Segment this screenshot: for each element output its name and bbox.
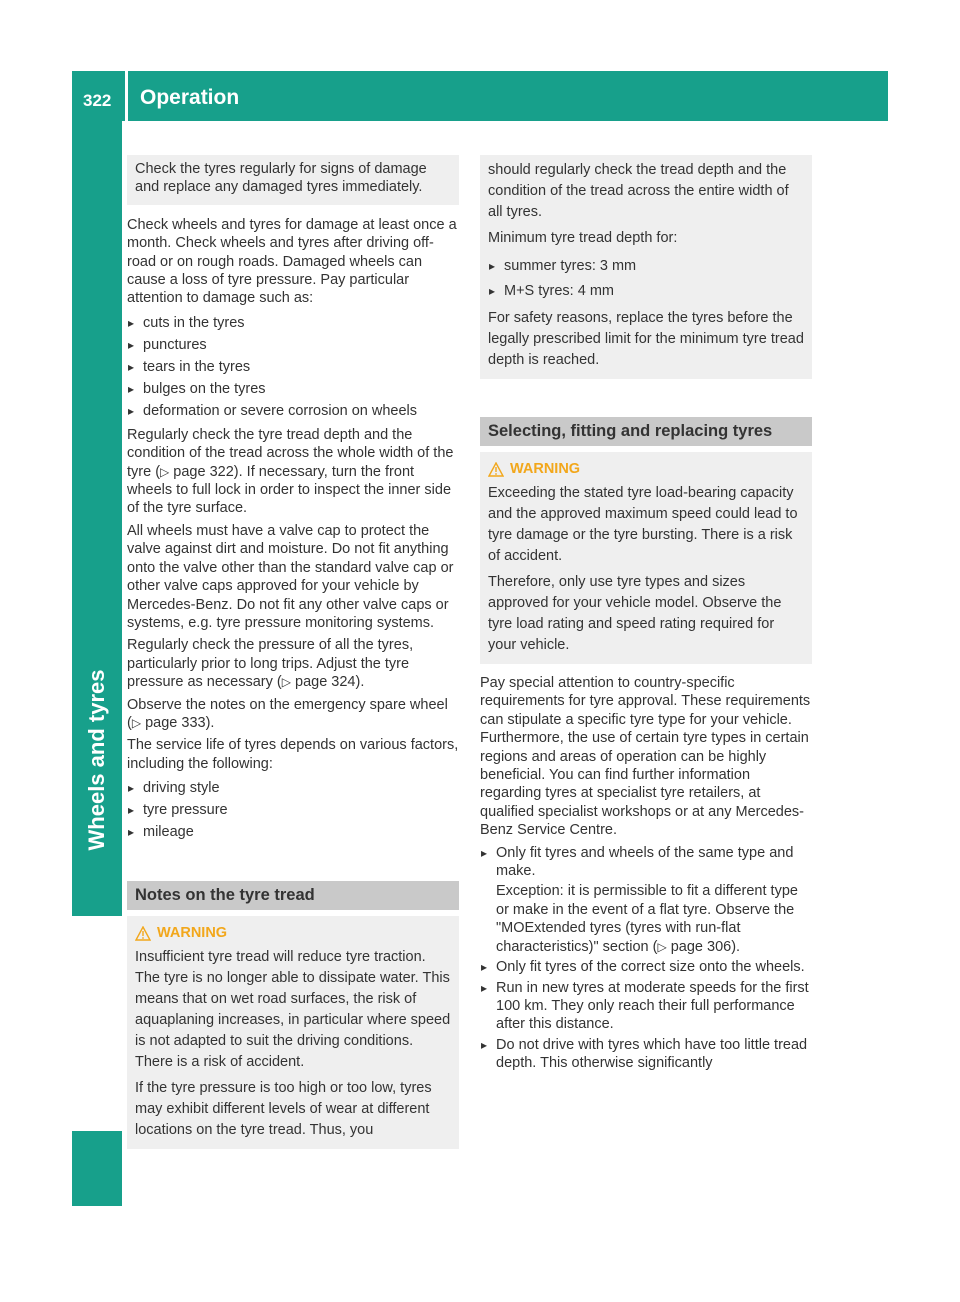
paragraph: The service life of tyres depends on various factors, including the following:: [127, 737, 459, 772]
list-item: ▸ bulges on the tyres: [127, 378, 459, 400]
warning-label: WARNING: [157, 925, 228, 942]
paragraph: Observe the notes on the emergency spare wheel (▷ page 333).: [127, 696, 448, 731]
paragraph: Pay special attention to country-specific requirements for tyre approval. These requirements can stipulate a specific tyre type for your vehicle. Furthermore, the use of certain tyre types in certain regions and areas of operation can be highly beneficial. You can find further information regarding tyres at specialist tyre retailers, at qualified specialist workshops or at any Mercedes-Benz Service Centre.: [480, 675, 811, 839]
list-item: ▸ Run in new tyres at moderate speeds for the first 100 km. They only reach their full performance after this distance.: [480, 979, 812, 1034]
intro-box: [127, 155, 459, 205]
page-number: 322: [83, 91, 112, 110]
damage-list: [127, 312, 459, 422]
intro-text: Check the tyres regularly for signs of damage and replace any damaged tyres immediately.: [135, 161, 427, 196]
list-item: ▸ mileage: [127, 821, 459, 843]
right-column: [480, 155, 812, 1077]
section-heading-tyre-tread: Notes on the tyre tread: [127, 881, 459, 910]
warning-text: Therefore, only use tyre types and sizes approved for your vehicle model. Observe the tyre load rating and speed rating required for your vehicle.: [488, 574, 782, 653]
page-reference-link[interactable]: page 306: [670, 938, 732, 955]
list-item: ▸ Only fit tyres of the correct size onto the wheels.: [480, 958, 812, 976]
section-heading-selecting-tyres: Selecting, fitting and replacing tyres: [480, 417, 812, 446]
list-item: ▸ cuts in the tyres: [127, 312, 459, 334]
list-item-note: Exception: it is permissible to fit a different type or make in the event of a flat tyre. Observe the "MOExtended tyres (tyres with run-flat characteristics)" section (▷ page 306).: [496, 883, 798, 955]
page-reference-link[interactable]: page 324: [295, 674, 356, 691]
warning-triangle-icon: [488, 462, 504, 477]
header-separator: [125, 71, 128, 121]
factors-list: [127, 777, 459, 843]
list-item: ▸ Do not drive with tyres which have too little tread depth. This otherwise significantly: [480, 1036, 812, 1073]
page-ref-arrow-icon: ▷: [131, 715, 142, 730]
list-item: ▸ summer tyres: 3 mm: [488, 254, 804, 279]
paragraph: All wheels must have a valve cap to protect the valve against dirt and moisture. Do not fit anything onto the valve other than the standard valve cap or other valve caps approved for your vehicle by Mercedes-Benz. Do not fit any other valve caps or systems, e.g. tyre pressure monitoring systems.: [127, 522, 454, 631]
warning-box: [127, 916, 459, 1149]
warning-text: Exceeding the stated tyre load-bearing capacity and the approved maximum speed could lead to tyre damage or the tyre bursting. There is a risk of accident.: [488, 485, 798, 564]
list-item: ▸ M+S tyres: 4 mm: [488, 279, 804, 304]
list-item: ▸ tears in the tyres: [127, 356, 459, 378]
side-tab-label: Wheels and tyres: [84, 669, 109, 851]
page-ref-arrow-icon: ▷: [281, 675, 291, 690]
warning-header: [135, 925, 451, 941]
side-tab-marker: [72, 1131, 122, 1206]
page-reference-link[interactable]: page 322: [173, 463, 234, 480]
warning-text: For safety reasons, replace the tyres before the legally prescribed limit for the minimum tyre tread depth is reached.: [488, 310, 804, 368]
warning-text: Minimum tyre tread depth for:: [488, 230, 678, 246]
paragraph: Regularly check the tyre tread depth and the condition of the tread across the whole width of the tyre (▷ page 322). If necessary, turn the front wheels to full lock in order to inspect the inner side of the tyre surface.: [127, 426, 454, 517]
list-item: ▸ Only fit tyres and wheels of the same type and make. Exception: it is permissible to fit a different type or make in the event of a flat tyre. Observe the "MOExtended tyres (tyres with run-flat characteristics)" section (▷ page 306).: [480, 844, 812, 956]
warning-triangle-icon: [135, 926, 151, 941]
warning-label: WARNING: [510, 461, 581, 477]
list-item: ▸ driving style: [127, 777, 459, 799]
paragraph: Regularly check the pressure of all the tyres, particularly prior to long trips. Adjust the tyre pressure as necessary (▷ page 324).: [127, 637, 414, 691]
page-reference-link[interactable]: page 333: [145, 714, 206, 731]
warning-box: [480, 452, 812, 664]
tyre-rules-list: [480, 844, 812, 1073]
page-ref-arrow-icon: ▷: [160, 464, 170, 479]
list-item: ▸ punctures: [127, 334, 459, 356]
list-item: ▸ deformation or severe corrosion on wheels: [127, 400, 459, 422]
warning-text: should regularly check the tread depth and the condition of the tread across the entire width of all tyres.: [488, 162, 789, 220]
warning-header: [488, 461, 804, 477]
section-title: Operation: [140, 86, 240, 109]
paragraph: Check wheels and tyres for damage at least once a month. Check wheels and tyres after driving off-road or on rough roads. Damaged wheels can cause a loss of tyre pressure. Pay particular attention to damage such as:: [127, 216, 457, 307]
warning-text: Insufficient tyre tread will reduce tyre traction. The tyre is no longer able to dissipate water. This means that on wet road surfaces, the risk of aquaplaning increases, in particular where speed is not adapted to suit the driving conditions. There is a risk of accident.: [135, 949, 451, 1071]
continued-warning-box: [480, 155, 812, 379]
left-column: [127, 155, 459, 1149]
page-ref-arrow-icon: ▷: [657, 939, 667, 954]
warning-text: If the tyre pressure is too high or too low, tyres may exhibit different levels of wear at different locations on the tyre tread. Thus, you: [135, 1080, 432, 1139]
tread-depth-list: [488, 254, 804, 304]
list-item: ▸ tyre pressure: [127, 799, 459, 821]
